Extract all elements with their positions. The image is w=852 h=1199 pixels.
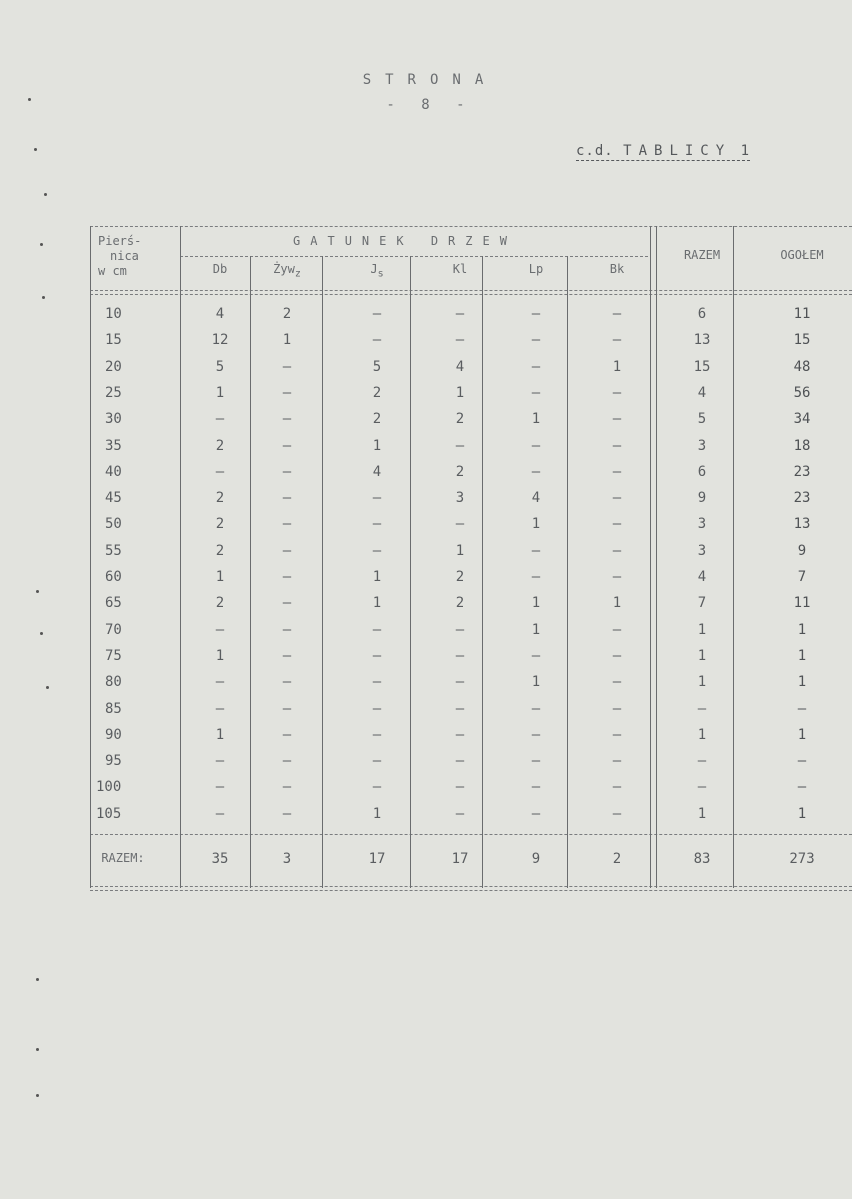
razem-header: RAZEM [683, 248, 721, 262]
table-cell: – [612, 753, 622, 770]
species-header [582, 262, 652, 276]
table-cell: – [282, 779, 292, 796]
table-cell: – [531, 306, 541, 322]
table-cell: 3 [697, 437, 707, 454]
table-cell: – [612, 384, 622, 401]
margin-mark [36, 590, 39, 593]
table-cell: – [612, 779, 622, 796]
species-code: Db [212, 262, 228, 276]
table-cell: 15 [793, 332, 811, 349]
table-cell: 4 [372, 463, 382, 480]
table-cell: 34 [793, 411, 811, 428]
table-cell: 56 [793, 384, 811, 401]
table-rule [90, 290, 852, 291]
table-rule [90, 834, 852, 835]
table-cell: – [282, 569, 292, 585]
diameter-value: 35 [105, 437, 122, 454]
table-cell: 4 [697, 384, 707, 401]
table-cell: – [531, 805, 541, 822]
table-cell: 11 [793, 306, 811, 322]
table-column-rule [322, 256, 323, 888]
table-cell: – [612, 437, 622, 454]
species-header [342, 262, 412, 279]
diameter-value: 15 [105, 332, 122, 349]
total-value: 9 [531, 851, 541, 867]
table-cell: 1 [372, 569, 382, 585]
table-cell: 13 [793, 516, 811, 533]
table-cell: – [612, 726, 622, 743]
diameter-value: 30 [105, 411, 122, 428]
table-cell: – [282, 490, 292, 507]
table-cell: – [282, 411, 292, 428]
table-cell: – [215, 753, 225, 770]
species-code: Lp [528, 262, 544, 276]
table-cell: 1 [797, 674, 807, 691]
margin-mark [36, 978, 39, 981]
table-cell: 1 [797, 805, 807, 822]
margin-mark [40, 243, 43, 246]
table-cell: – [455, 753, 465, 770]
table-cell: 2 [215, 516, 225, 533]
table-cell: – [282, 700, 292, 717]
diameter-value: 10 [105, 306, 122, 322]
table-cell: – [215, 779, 225, 796]
table-cell: 1 [531, 621, 541, 638]
table-cell: 1 [697, 647, 707, 664]
table-cell: – [455, 621, 465, 638]
table-cell: – [282, 542, 292, 559]
table-cell: 1 [215, 384, 225, 401]
table-cell: – [455, 726, 465, 743]
table-cell: 1 [215, 647, 225, 664]
table-cell: – [697, 753, 707, 770]
table-cell: – [282, 463, 292, 480]
table-cell: – [612, 490, 622, 507]
table-cell: 5 [697, 411, 707, 428]
table-cell: – [531, 437, 541, 454]
table-cell: – [612, 621, 622, 638]
species-code: Bk [609, 262, 625, 276]
table-cell: – [531, 542, 541, 559]
table-cell: 6 [697, 306, 707, 322]
table-ref-word: TABLICY [623, 143, 732, 159]
table-cell: – [372, 674, 382, 691]
total-value: 17 [451, 851, 469, 867]
table-cell: – [282, 516, 292, 533]
table-cell: 5 [215, 358, 225, 375]
table-cell: – [455, 805, 465, 822]
table-cell: – [282, 674, 292, 691]
margin-mark [40, 632, 43, 635]
margin-mark [28, 98, 31, 101]
table-cell: – [282, 358, 292, 375]
diameter-value: 45 [105, 490, 122, 507]
table-cell: – [612, 805, 622, 822]
table-cell: 1 [697, 674, 707, 691]
table-cell: 2 [215, 437, 225, 454]
table-cell: – [455, 437, 465, 454]
table-cell: 15 [693, 358, 711, 375]
table-cell: 3 [697, 516, 707, 533]
table-cell: 12 [211, 332, 229, 349]
table-cell: – [612, 332, 622, 349]
table-reference [576, 143, 750, 161]
table-cell: – [455, 674, 465, 691]
table-cell: – [531, 569, 541, 585]
total-value: 83 [693, 851, 711, 867]
table-cell: – [531, 463, 541, 480]
margin-mark [36, 1094, 39, 1097]
table-cell: 2 [455, 463, 465, 480]
table-cell: – [455, 306, 465, 322]
table-cell: – [215, 700, 225, 717]
table-cell: – [455, 516, 465, 533]
table-cell: 18 [793, 437, 811, 454]
table-cell: – [797, 779, 807, 796]
table-cell: 1 [612, 595, 622, 612]
table-cell: – [372, 306, 382, 322]
species-code: J [370, 262, 378, 276]
species-subscript: s [377, 268, 384, 280]
table-cell: – [372, 726, 382, 743]
table-cell: 2 [455, 595, 465, 612]
table-cell: 2 [372, 411, 382, 428]
table-cell: – [215, 805, 225, 822]
table-cell: – [282, 437, 292, 454]
margin-mark [46, 686, 49, 689]
margin-mark [42, 296, 45, 299]
table-cell: 4 [531, 490, 541, 507]
table-cell: – [215, 463, 225, 480]
page-title: STRONA [362, 72, 498, 88]
table-cell: – [215, 621, 225, 638]
table-cell: 4 [215, 306, 225, 322]
table-cell: – [612, 463, 622, 480]
total-value: 2 [612, 851, 622, 867]
table-cell: – [612, 700, 622, 717]
table-cell: – [455, 332, 465, 349]
table-cell: 1 [697, 726, 707, 743]
species-header [430, 262, 490, 276]
table-cell: 2 [455, 569, 465, 585]
species-header [501, 262, 571, 276]
table-cell: 11 [793, 595, 811, 612]
table-cell: – [612, 306, 622, 322]
table-cell: – [531, 779, 541, 796]
margin-mark [44, 193, 47, 196]
table-ref-prefix: c.d. [576, 143, 614, 159]
table-cell: 1 [797, 647, 807, 664]
table-cell: – [372, 332, 382, 349]
table-cell: 4 [697, 569, 707, 585]
total-value: 17 [368, 851, 386, 867]
table-cell: 1 [455, 542, 465, 559]
table-cell: 7 [697, 595, 707, 612]
total-value: 273 [789, 851, 815, 867]
table-cell: – [455, 647, 465, 664]
table-cell: – [372, 621, 382, 638]
table-cell: – [282, 621, 292, 638]
table-cell: 1 [372, 805, 382, 822]
table-cell: – [697, 779, 707, 796]
table-cell: 1 [531, 411, 541, 428]
table-rule [90, 294, 852, 295]
table-cell: 23 [793, 463, 811, 480]
table-cell: – [372, 779, 382, 796]
table-cell: 9 [697, 490, 707, 507]
table-cell: – [215, 411, 225, 428]
table-cell: – [282, 753, 292, 770]
table-cell: – [372, 542, 382, 559]
table-cell: 1 [612, 358, 622, 375]
table-column-rule [250, 256, 251, 888]
diameter-value: 85 [105, 700, 122, 717]
table-cell: – [372, 516, 382, 533]
table-rule [90, 226, 852, 227]
species-group-header: GATUNEK DRZEW [293, 234, 517, 248]
table-cell: 5 [372, 358, 382, 375]
diameter-value: 100 [96, 779, 122, 796]
diameter-value: 105 [96, 805, 122, 822]
table-cell: 1 [697, 805, 707, 822]
diameter-value: 40 [105, 463, 122, 480]
ogolem-header: OGOŁEM [780, 248, 824, 262]
table-cell: – [612, 542, 622, 559]
table-cell: 3 [455, 490, 465, 507]
species-header [190, 262, 250, 276]
total-value: 35 [211, 851, 229, 867]
table-rule [90, 890, 852, 891]
diameter-value: 65 [105, 595, 122, 612]
table-cell: 2 [215, 490, 225, 507]
table-cell: – [612, 647, 622, 664]
diameter-value: 20 [105, 358, 122, 375]
table-cell: – [372, 753, 382, 770]
table-cell: 1 [215, 569, 225, 585]
diameter-header: nica [110, 249, 139, 263]
table-cell: 1 [697, 621, 707, 638]
table-cell: – [531, 647, 541, 664]
table-cell: – [531, 384, 541, 401]
table-cell: 1 [531, 516, 541, 533]
diameter-value: 25 [105, 384, 122, 401]
data-table [90, 226, 852, 888]
table-cell: – [612, 674, 622, 691]
table-cell: 2 [372, 384, 382, 401]
table-cell: 1 [531, 674, 541, 691]
table-rule [90, 886, 852, 887]
table-cell: – [282, 595, 292, 612]
table-cell: 2 [282, 306, 292, 322]
species-code: Kl [452, 262, 468, 276]
page-number: - 8 - [386, 97, 474, 113]
diameter-value: 55 [105, 542, 122, 559]
table-cell: – [612, 569, 622, 585]
table-cell: – [531, 700, 541, 717]
table-cell: 2 [215, 542, 225, 559]
table-cell: 4 [455, 358, 465, 375]
total-label: RAZEM: [101, 851, 145, 865]
diameter-header: w cm [98, 264, 127, 278]
table-cell: 1 [797, 726, 807, 743]
table-cell: 1 [372, 595, 382, 612]
table-cell: – [531, 726, 541, 743]
table-cell: 1 [531, 595, 541, 612]
diameter-header: Pierś- [98, 234, 142, 248]
table-cell: – [697, 700, 707, 717]
table-cell: – [282, 647, 292, 664]
table-cell: 1 [372, 437, 382, 454]
table-cell: 9 [797, 542, 807, 559]
table-cell: – [372, 700, 382, 717]
diameter-value: 80 [105, 674, 122, 691]
table-cell: 1 [455, 384, 465, 401]
species-code: Żyw [273, 262, 295, 276]
margin-mark [36, 1048, 39, 1051]
table-cell: 48 [793, 358, 811, 375]
table-cell: – [372, 647, 382, 664]
table-cell: – [282, 726, 292, 743]
table-cell: 23 [793, 490, 811, 507]
table-cell: – [282, 805, 292, 822]
table-cell: – [797, 700, 807, 717]
table-cell: – [797, 753, 807, 770]
table-cell: 1 [797, 621, 807, 638]
margin-mark [34, 148, 37, 151]
table-cell: – [531, 358, 541, 375]
table-cell: – [531, 753, 541, 770]
table-column-rule [656, 226, 657, 888]
table-cell: 3 [697, 542, 707, 559]
table-cell: 13 [693, 332, 711, 349]
table-cell: – [612, 411, 622, 428]
species-subscript: z [294, 268, 301, 280]
table-cell: 1 [215, 726, 225, 743]
species-header [257, 262, 317, 279]
total-value: 3 [282, 851, 292, 867]
table-cell: 6 [697, 463, 707, 480]
diameter-value: 70 [105, 621, 122, 638]
table-cell: 1 [282, 332, 292, 349]
diameter-value: 60 [105, 569, 122, 585]
table-cell: – [455, 700, 465, 717]
table-cell: 2 [455, 411, 465, 428]
diameter-value: 75 [105, 647, 122, 664]
diameter-value: 90 [105, 726, 122, 743]
table-cell: – [531, 332, 541, 349]
table-cell: – [455, 779, 465, 796]
diameter-value: 50 [105, 516, 122, 533]
table-cell: – [372, 490, 382, 507]
diameter-value: 95 [105, 753, 122, 770]
table-cell: – [282, 384, 292, 401]
table-ref-number: 1 [740, 143, 751, 159]
table-cell: 2 [215, 595, 225, 612]
table-column-rule [90, 226, 91, 888]
table-cell: – [612, 516, 622, 533]
table-cell: 7 [797, 569, 807, 585]
table-cell: – [215, 674, 225, 691]
